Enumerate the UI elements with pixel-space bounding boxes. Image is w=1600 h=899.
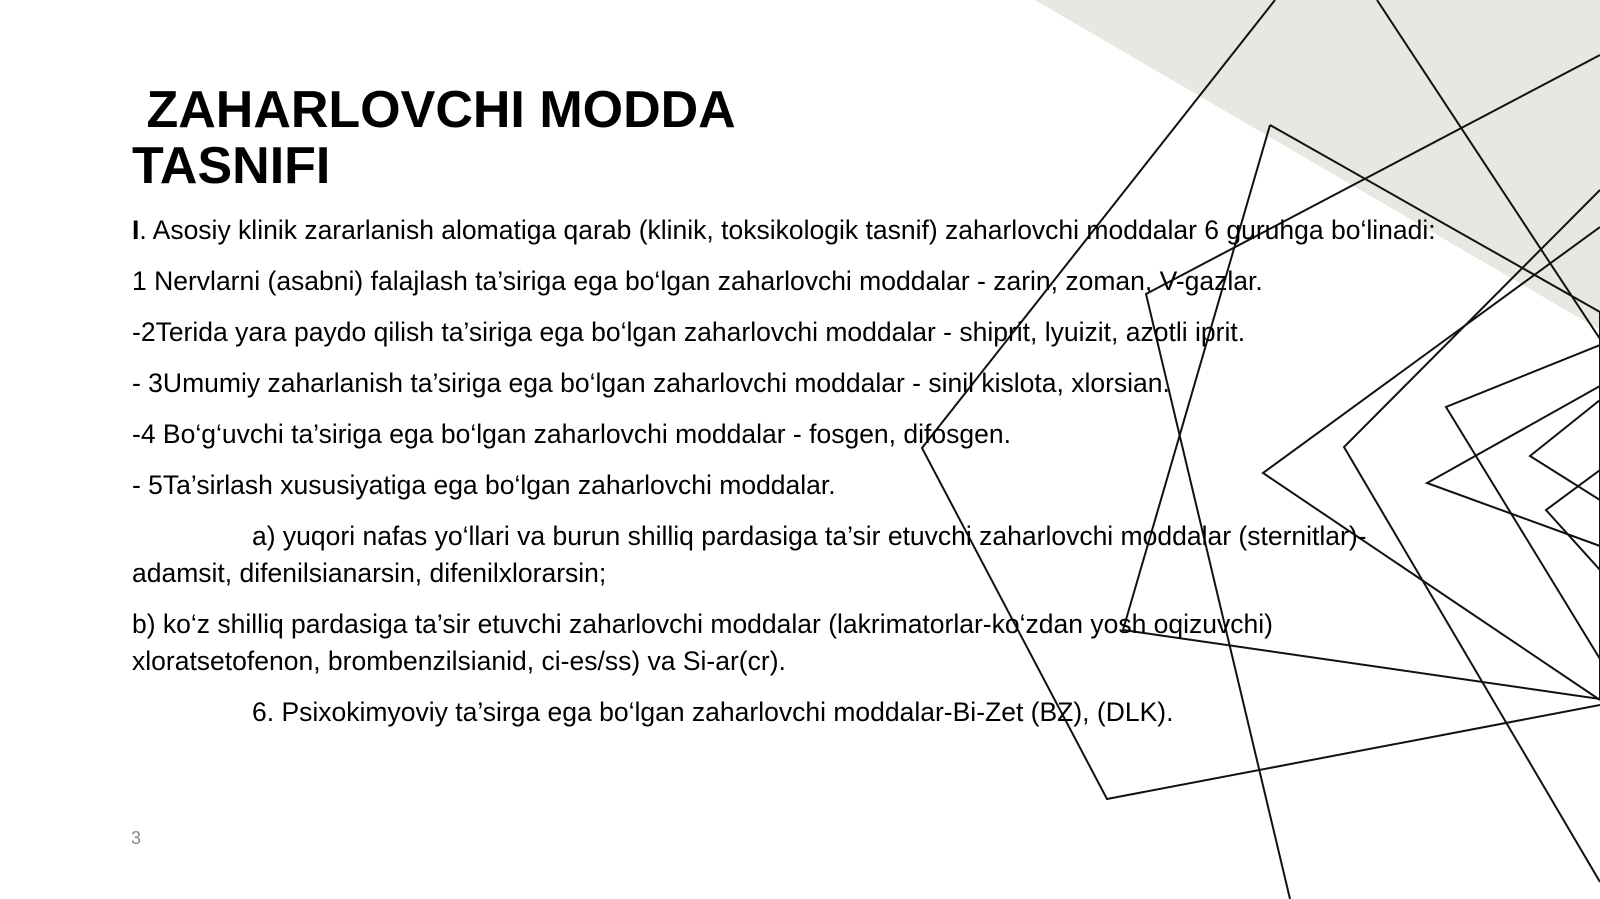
slide-title: ZAHARLOVCHI MODDA TASNIFI [132, 81, 736, 195]
item-6: 6. Psixokimyoviy ta’sirga ega bo‘lgan zaharlovchi moddalar-Bi-Zet (BZ), (DLK). [252, 697, 1174, 727]
page-number: 3 [131, 828, 142, 848]
item-5b: b) ko‘z shilliq pardasiga ta’sir etuvchi zaharlovchi moddalar (lakrimatorlar-ko‘zdan yosh oqizuvchi) xloratsetofenon, brombenzilsianid, ci-es/ss) va Si-ar(cr). [132, 609, 1273, 676]
intro-paragraph [132, 212, 1452, 249]
item-1: 1 Nervlarni (asabni) falajlash ta’siriga ega bo‘lgan zaharlovchi moddalar - zarin, zoman, V-gazlar. [132, 266, 1263, 296]
outline-diamond-5 [1530, 400, 1600, 500]
intro-text: . Asosiy klinik zararlanish alomatiga qarab (klinik, toksikologik tasnif) zaharlovchi moddalar 6 guruhga bo‘linadi: [139, 215, 1436, 245]
item-5a: a) yuqori nafas yo‘llari va burun shilliq pardasiga ta’sir etuvchi zaharlovchi moddalar (sternitlar)- adamsit, difenilsianarsin, difenilxlorarsin; [132, 521, 1367, 588]
item-2: -2Terida yara paydo qilish ta’siriga ega bo‘lgan zaharlovchi moddalar - shiprit, lyuizit, azotli iprit. [132, 317, 1246, 347]
outline-diamond-4 [1427, 386, 1600, 546]
slide-body [132, 212, 1452, 745]
intro-numeral: I [132, 215, 140, 245]
item-3: - 3Umumiy zaharlanish ta’siriga ega bo‘lgan zaharlovchi moddalar - sinil kislota, xlorsian. [132, 368, 1170, 398]
outline-diamond-6 [1546, 470, 1600, 570]
item-5: - 5Ta’sirlash xususiyatiga ega bo‘lgan zaharlovchi moddalar. [132, 470, 836, 500]
item-4: -4 Bo‘g‘uvchi ta’siriga ega bo‘lgan zaharlovchi moddalar - fosgen, difosgen. [132, 419, 1011, 449]
